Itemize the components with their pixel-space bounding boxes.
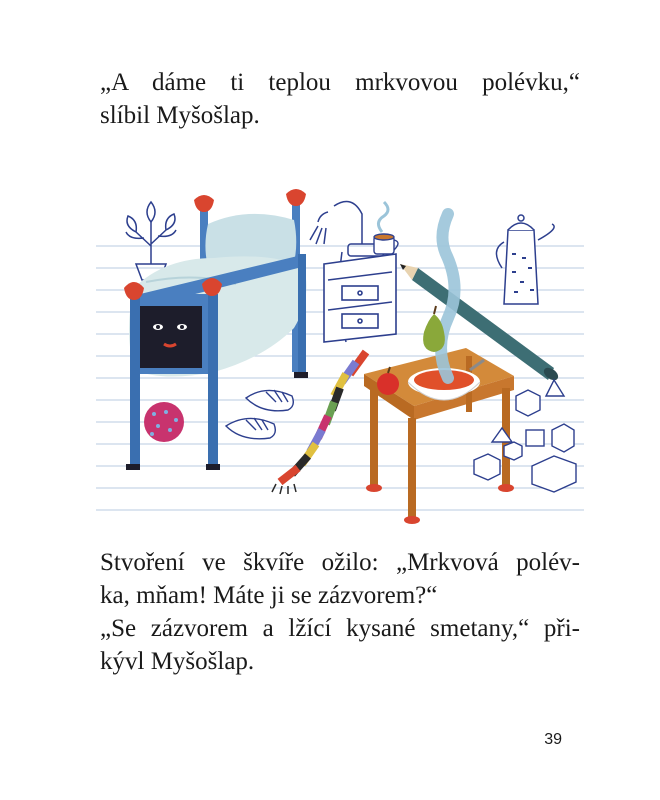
pear	[423, 306, 445, 352]
page-number: 39	[544, 731, 562, 748]
scarf-fringe	[272, 484, 296, 494]
ball	[144, 402, 184, 442]
paragraph-bottom	[100, 546, 580, 678]
text-line: kývl Myšošlap.	[100, 648, 255, 675]
text-line: ka, mňam! Máte ji se zázvorem?“	[100, 582, 438, 609]
slippers	[226, 390, 293, 439]
text-line: Stvoření ve škvíře ožilo: „Mrkvová polév-	[100, 549, 580, 576]
mug	[374, 202, 398, 254]
illustration-bedroom	[96, 184, 584, 524]
paragraph-top	[100, 66, 580, 132]
text-line: „A dáme ti teplou mrkvovou polévku,“	[100, 69, 580, 96]
text-line: slíbil Myšošlap.	[100, 102, 260, 129]
text-line: „Se zázvorem a lžící kysané smetany,“ při-	[100, 615, 580, 642]
nightstand	[324, 254, 396, 342]
